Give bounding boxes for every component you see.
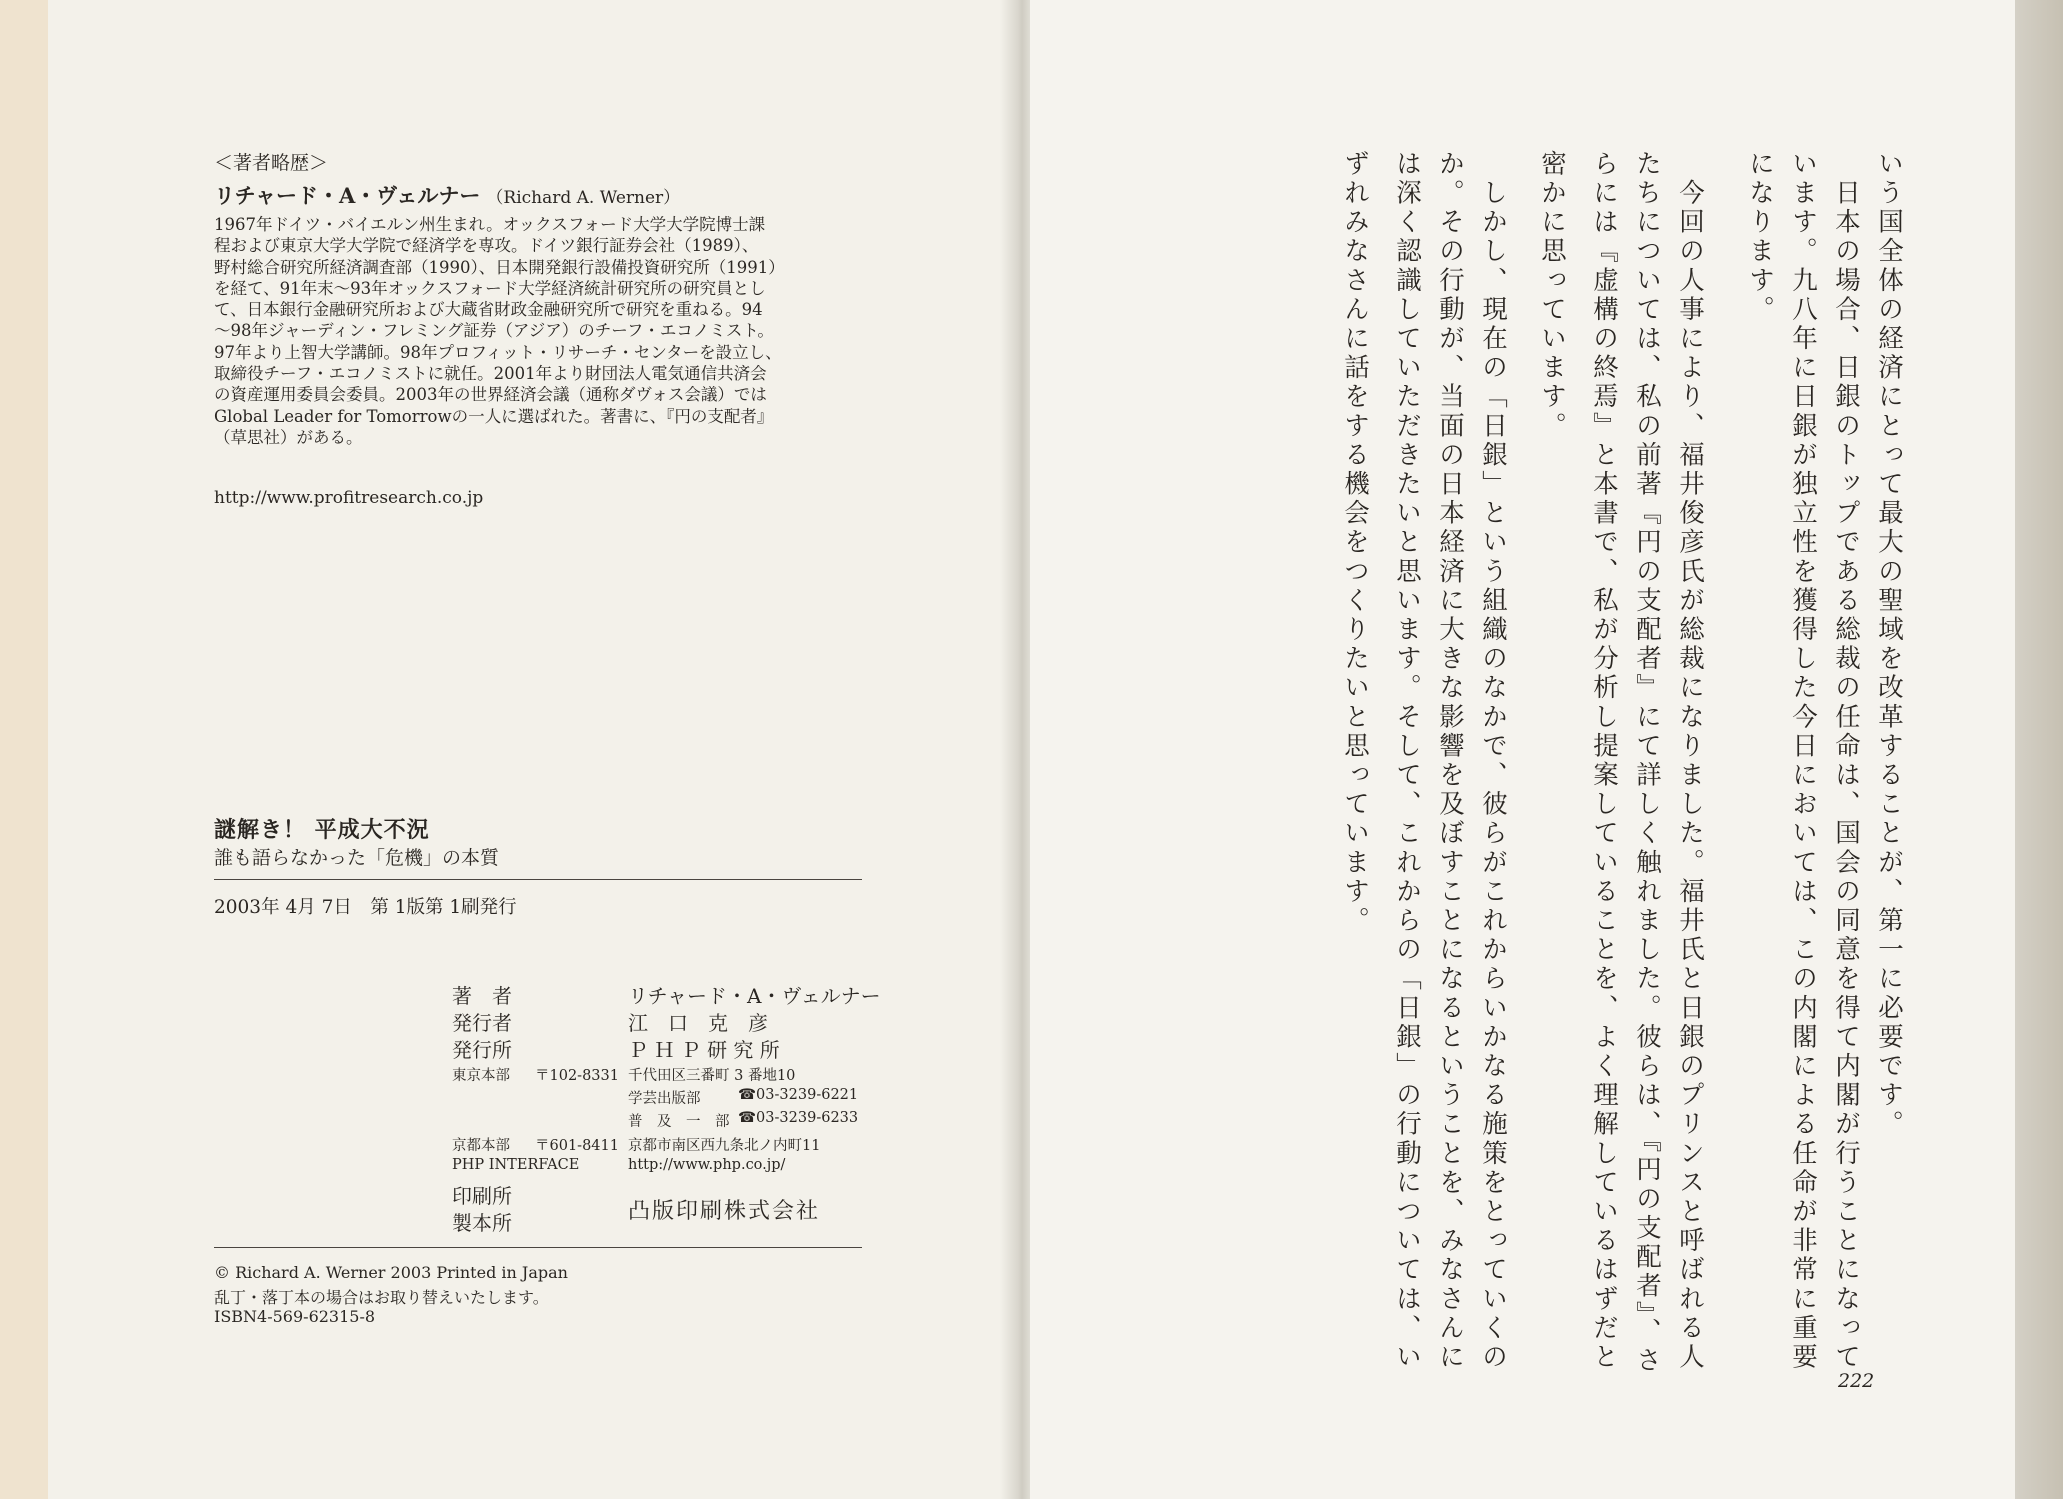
dept-gakugei: 学芸出版部 <box>628 1091 701 1107</box>
colophon-house-label: 発行所 <box>452 1038 512 1062</box>
dept-gakugei-tel: ☎03-3239-6221 <box>738 1087 859 1103</box>
bio-line: （草思社）がある。 <box>214 427 363 447</box>
bio-body <box>214 214 864 448</box>
text-column: たちについては、私の前著『円の支配者』にて詳しく触れました。彼らは、『円の支配者』、さ <box>1632 150 1662 1376</box>
tokyo-address: 千代田区三番町 3 番地10 <box>628 1068 796 1084</box>
colophon-house-value: Ｐ Ｈ Ｐ 研 究 所 <box>628 1038 780 1062</box>
colophon-bottom-rule <box>214 1247 862 1248</box>
text-column: になります。 <box>1745 150 1775 325</box>
author-name-line <box>214 180 680 210</box>
kyoto-address: 京都市南区西九条北ノ内町11 <box>628 1138 821 1154</box>
kyoto-zip: 〒601-8411 <box>535 1138 619 1154</box>
author-website-url: http://www.profitresearch.co.jp <box>214 488 484 508</box>
text-column: らには『虚構の終焉』と本書で、私が分析し提案していることを、よく理解しているはずだと <box>1589 150 1619 1373</box>
bio-line: 程および東京大学大学院で経済学を専攻。ドイツ銀行証券会社（1989）、 <box>214 236 759 256</box>
bio-line: て、日本銀行金融研究所および大蔵省財政金融研究所で研究を重ねる。94 <box>214 300 763 320</box>
colophon-author-label: 著 者 <box>452 984 512 1008</box>
author-name-roman: （Richard A. Werner） <box>486 188 681 208</box>
replacement-note: 乱丁・落丁本の場合はお取り替えいたします。 <box>214 1288 549 1307</box>
colophon-author-value: リチャード・A・ヴェルナー <box>628 984 881 1008</box>
bio-line: 野村総合研究所経済調査部（1990）、日本開発銀行設備投資研究所（1991） <box>214 257 785 277</box>
kyoto-office-label: 京都本部 <box>452 1138 510 1154</box>
text-column: しかし、現在の「日銀」という組織のなかで、彼らがこれからいかなる施策をとっていくの <box>1478 150 1508 1373</box>
publication-date: 2003年 4月 7日 第 1版第 1刷発行 <box>214 897 517 918</box>
dept-fukyu: 普 及 一 部 <box>628 1114 730 1130</box>
bio-heading: ＜著者略歴＞ <box>214 152 329 174</box>
bio-line: Global Leader for Tomorrowの一人に選ばれた。著書に、『円の支配者』 <box>214 406 774 426</box>
text-column: 日本の場合、日銀のトップである総裁の任命は、国会の同意を得て内閣が行うことになって <box>1831 150 1861 1373</box>
colophon-publisher-value: 江 口 克 彦 <box>628 1011 768 1035</box>
printer-value: 凸版印刷株式会社 <box>628 1199 821 1224</box>
text-column: か。その行動が、当面の日本経済に大きな影響を及ぼすことになるということを、みなさんに <box>1435 150 1465 1373</box>
right-page <box>1030 0 2015 1499</box>
colophon-top-rule <box>214 879 862 880</box>
colophon-publisher-label: 発行者 <box>452 1011 512 1035</box>
book-subtitle: 誰も語らなかった「危機」の本質 <box>214 847 500 869</box>
text-column: いう国全体の経済にとって最大の聖域を改革することが、第一に必要です。 <box>1874 150 1904 1140</box>
text-column: 密かに思っています。 <box>1537 150 1567 441</box>
tokyo-zip: 〒102-8331 <box>535 1068 619 1084</box>
tokyo-office-label: 東京本部 <box>452 1068 510 1084</box>
text-column: 今回の人事により、福井俊彦氏が総裁になりました。福井氏と日銀のプリンスと呼ばれる人 <box>1675 150 1705 1373</box>
text-column: います。九八年に日銀が独立性を獲得した今日においては、この内閣による任命が非常に重要 <box>1788 150 1818 1373</box>
page-number: 222 <box>1838 1370 1875 1392</box>
bio-line: を経て、91年末～93年オックスフォード大学経済統計研究所の研究員とし <box>214 278 766 298</box>
book-title: 謎解き！ 平成大不況 <box>214 817 430 843</box>
author-name: リチャード・A・ヴェルナー <box>214 183 481 208</box>
bio-line: 97年より上智大学講師。98年プロフィット・リサーチ・センターを設立し、 <box>214 342 782 362</box>
text-column: ずれみなさんに話をする機会をつくりたいと思っています。 <box>1340 150 1370 936</box>
text-column: は深く認識していただきたいと思います。そして、これからの「日銀」の行動については、い <box>1392 150 1422 1373</box>
binder-label: 製本所 <box>452 1211 512 1235</box>
bio-line: 1967年ドイツ・バイエルン州生まれ。オックスフォード大学大学院博士課 <box>214 215 766 234</box>
php-interface-label: PHP INTERFACE <box>452 1157 580 1173</box>
bio-line: の資産運用委員会委員。2003年の世界経済会議（通称ダヴォス会議）では <box>214 385 767 405</box>
printer-label: 印刷所 <box>452 1184 512 1208</box>
php-interface-url: http://www.php.co.jp/ <box>628 1157 786 1173</box>
bio-line: ～98年ジャーディン・フレミング証券（アジア）のチーフ・エコノミスト。 <box>214 321 774 341</box>
copyright-notice: © Richard A. Werner 2003 Printed in Japan <box>214 1263 568 1282</box>
bio-line: 取締役チーフ・エコノミストに就任。2001年より財団法人電気通信共済会 <box>214 364 767 384</box>
isbn: ISBN4-569-62315-8 <box>214 1307 376 1326</box>
dept-fukyu-tel: ☎03-3239-6233 <box>738 1110 859 1126</box>
page-edge <box>2015 0 2063 1499</box>
